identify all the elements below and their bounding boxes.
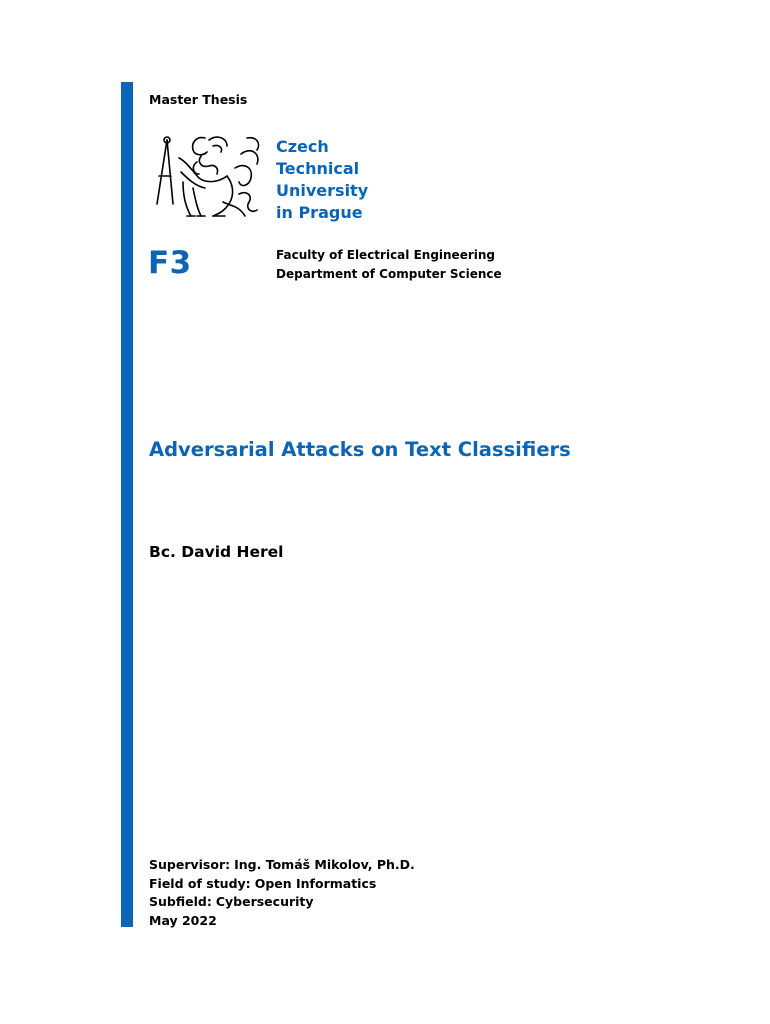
university-name — [276, 136, 368, 224]
university-line-3: University — [276, 181, 369, 200]
university-line-2: Technical — [276, 159, 360, 178]
subfield-label: Subfield: — [149, 894, 212, 909]
supervisor-label: Supervisor: — [149, 857, 231, 872]
faculty-info — [276, 246, 502, 284]
date-line: May 2022 — [149, 912, 217, 928]
faculty-name: Faculty of Electrical Engineering — [276, 248, 495, 262]
supervisor-line — [149, 856, 415, 875]
thesis-title: Adversarial Attacks on Text Classifiers — [149, 438, 571, 461]
field-of-study-label: Field of study: — [149, 875, 251, 891]
thesis-type: Master Thesis — [149, 92, 248, 107]
ctu-lion-logo-icon — [153, 132, 265, 222]
faculty-code: F3 — [148, 245, 192, 281]
supervisor-value: Ing. Tomáš Mikolov, Ph.D. — [234, 857, 415, 872]
subfield-line — [149, 893, 415, 912]
author-name: Bc. David Herel — [149, 543, 284, 561]
department-name: Department of Computer Science — [276, 267, 502, 281]
field-of-study-line — [149, 875, 415, 894]
university-line-4: in Prague — [276, 203, 363, 222]
thesis-metadata — [149, 856, 415, 930]
subfield-value: Cybersecurity — [215, 894, 314, 909]
field-of-study-value: Open Informatics — [254, 875, 377, 891]
university-line-1: Czech — [276, 137, 329, 156]
accent-side-bar — [121, 82, 133, 927]
